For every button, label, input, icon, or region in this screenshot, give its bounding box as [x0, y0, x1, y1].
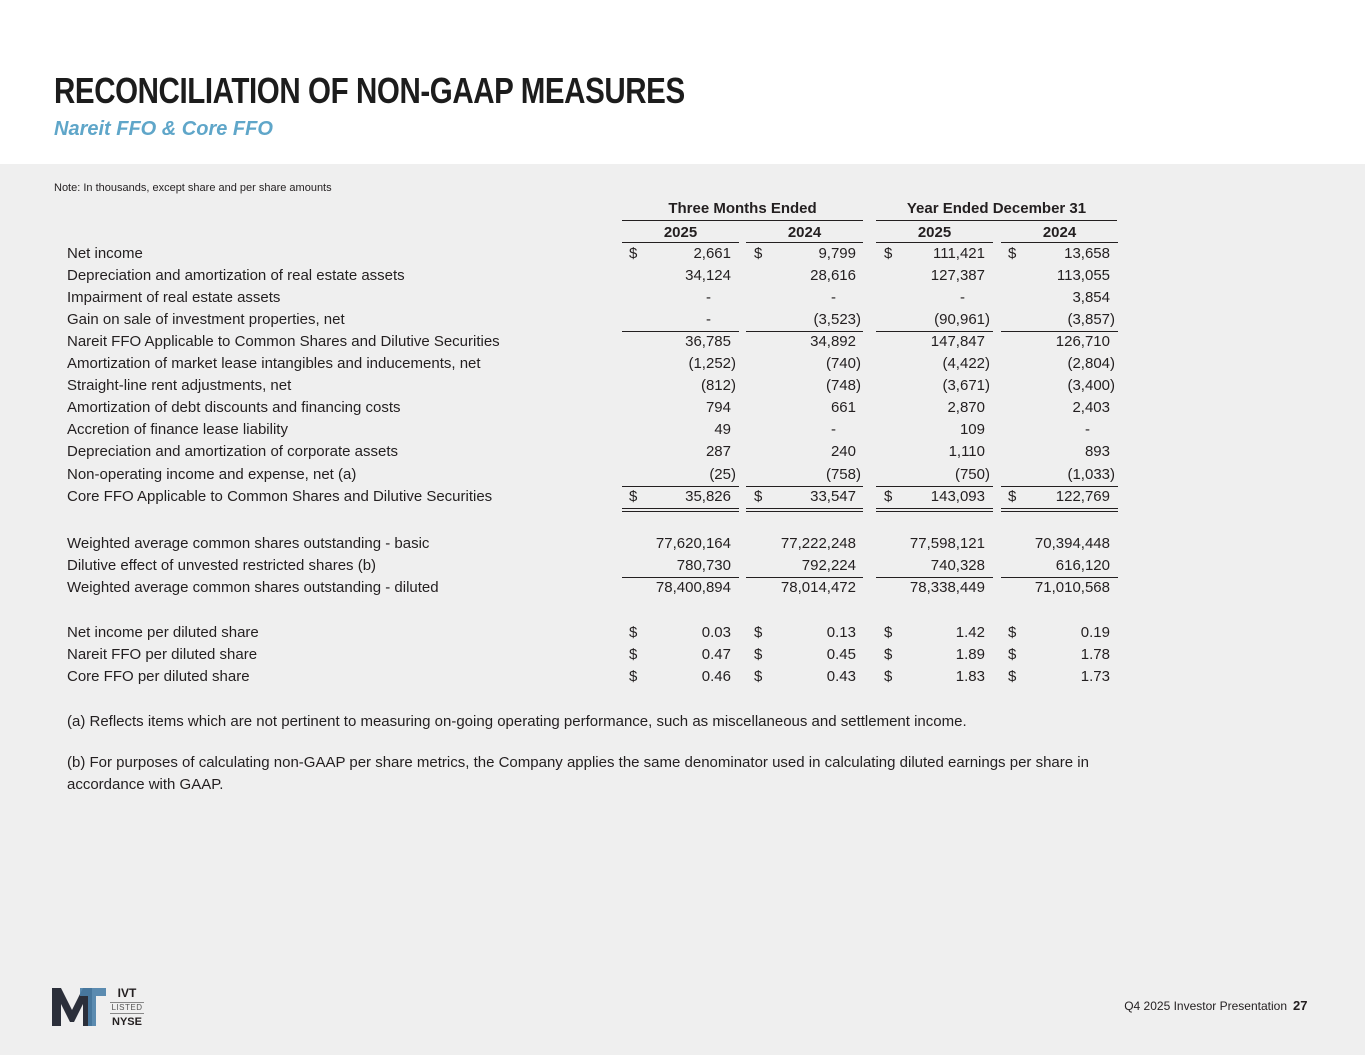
currency-symbol: $	[1008, 245, 1017, 262]
cell-value: (4,422)	[942, 355, 990, 372]
subtotal-rule	[1001, 331, 1118, 332]
cell-value: (740)	[825, 355, 861, 372]
header-three-months: Three Months Ended	[668, 200, 817, 217]
cell-value: 616,120	[1055, 557, 1110, 574]
subtotal-rule	[746, 577, 863, 578]
row-label: Core FFO per diluted share	[67, 668, 250, 685]
row-label: Nareit FFO per diluted share	[67, 646, 258, 663]
cell-value: 34,124	[685, 267, 731, 284]
cell-value: (2,804)	[1067, 355, 1115, 372]
cell-value: -	[1085, 421, 1090, 438]
cell-value: (3,523)	[813, 311, 861, 328]
cell-value: 893	[1084, 443, 1110, 460]
cell-value: 109	[959, 421, 985, 438]
page-subtitle: Nareit FFO & Core FFO	[54, 118, 273, 140]
subtotal-rule	[746, 486, 863, 487]
header-year-col-4: 2024	[1042, 224, 1077, 241]
row-label: Net income	[67, 245, 143, 262]
cell-value: 33,547	[810, 488, 856, 505]
cell-value: 2,870	[947, 399, 985, 416]
cell-value: 240	[830, 443, 856, 460]
subtotal-rule	[746, 331, 863, 332]
header-rule	[622, 242, 739, 243]
cell-value: 1,110	[948, 443, 985, 460]
row-label: Non-operating income and expense, net (a)	[67, 466, 357, 483]
currency-symbol: $	[884, 668, 893, 685]
cell-value: 147,847	[930, 333, 985, 350]
cell-value: 1.42	[955, 624, 985, 641]
currency-symbol: $	[884, 245, 893, 262]
header-rule	[746, 242, 863, 243]
cell-value: 127,387	[930, 267, 985, 284]
cell-value: 78,014,472	[780, 579, 856, 596]
subtotal-rule	[1001, 486, 1118, 487]
cell-value: 70,394,448	[1034, 535, 1110, 552]
header-year-col-2: 2024	[787, 224, 822, 241]
currency-symbol: $	[629, 646, 638, 663]
cell-value: 661	[830, 399, 856, 416]
listed-label: LISTED	[111, 1003, 143, 1012]
footnote-b: (b) For purposes of calculating non-GAAP per share metrics, the Company applies the same denominator used in calculating diluted earnings per share in accordance with GAAP.	[67, 754, 1089, 793]
page-number: 27	[1293, 998, 1308, 1013]
currency-symbol: $	[629, 668, 638, 685]
currency-symbol: $	[629, 245, 638, 262]
cell-value: (25)	[709, 466, 736, 483]
cell-value: 28,616	[810, 267, 856, 284]
cell-value: 1.83	[955, 668, 985, 685]
subtotal-rule	[1001, 577, 1118, 578]
subtotal-rule	[876, 577, 993, 578]
cell-value: 780,730	[676, 557, 731, 574]
cell-value: 77,620,164	[655, 535, 731, 552]
cell-value: 126,710	[1055, 333, 1110, 350]
header-rule	[1001, 242, 1118, 243]
cell-value: 0.45	[826, 646, 856, 663]
cell-value: (90,961)	[934, 311, 990, 328]
cell-value: 1.89	[955, 646, 985, 663]
cell-value: 34,892	[810, 333, 856, 350]
currency-symbol: $	[884, 624, 893, 641]
total-double-rule	[876, 508, 993, 512]
currency-symbol: $	[629, 488, 638, 505]
page-title: RECONCILIATION OF NON-GAAP MEASURES	[54, 70, 685, 111]
presentation-label: Q4 2025 Investor Presentation	[1124, 999, 1287, 1013]
cell-value: (3,857)	[1067, 311, 1115, 328]
row-label: Impairment of real estate assets	[67, 289, 281, 306]
cell-value: (750)	[954, 466, 990, 483]
currency-symbol: $	[884, 646, 893, 663]
cell-value: 740,328	[930, 557, 985, 574]
cell-value: 122,769	[1055, 488, 1110, 505]
cell-value: 111,421	[933, 245, 985, 262]
row-label: Depreciation and amortization of real estate assets	[67, 267, 405, 284]
cell-value: 77,598,121	[909, 535, 985, 552]
subtotal-rule	[622, 577, 739, 578]
header-rule	[622, 220, 863, 221]
ticker: IVT	[117, 986, 137, 1000]
row-label: Dilutive effect of unvested restricted shares (b)	[67, 557, 377, 574]
cell-value: 1.78	[1080, 646, 1110, 663]
header-rule	[876, 220, 1117, 221]
company-logo-icon	[52, 988, 106, 1028]
cell-value: 78,400,894	[655, 579, 731, 596]
row-label: Nareit FFO Applicable to Common Shares and Dilutive Securities	[67, 333, 500, 350]
header-rule	[876, 242, 993, 243]
cell-value: 0.13	[826, 624, 856, 641]
cell-value: 71,010,568	[1034, 579, 1110, 596]
cell-value: (758)	[825, 466, 861, 483]
row-label: Gain on sale of investment properties, net	[67, 311, 345, 328]
subtotal-rule	[622, 486, 739, 487]
cell-value: 36,785	[685, 333, 731, 350]
row-label: Weighted average common shares outstanding - diluted	[67, 579, 439, 596]
cell-value: 113,055	[1056, 267, 1110, 284]
cell-value: 0.19	[1080, 624, 1110, 641]
currency-symbol: $	[1008, 488, 1017, 505]
currency-symbol: $	[1008, 646, 1017, 663]
cell-value: 9,799	[818, 245, 856, 262]
cell-value: (3,671)	[942, 377, 990, 394]
footnote-a: (a) Reflects items which are not pertinent to measuring on-going operating performance, such as miscellaneous and settlement income.	[67, 713, 967, 730]
cell-value: 77,222,248	[780, 535, 856, 552]
cell-value: (812)	[700, 377, 736, 394]
row-label: Net income per diluted share	[67, 624, 259, 641]
total-double-rule	[1001, 508, 1118, 512]
row-label: Depreciation and amortization of corporate assets	[67, 443, 399, 460]
cell-value: 0.43	[826, 668, 856, 685]
cell-value: 49	[714, 421, 731, 438]
units-note: Note: In thousands, except share and per share amounts	[54, 182, 332, 194]
total-double-rule	[622, 508, 739, 512]
cell-value: (748)	[825, 377, 861, 394]
cell-value: (1,252)	[688, 355, 736, 372]
currency-symbol: $	[754, 624, 763, 641]
cell-value: 794	[705, 399, 731, 416]
cell-value: -	[960, 289, 965, 306]
cell-value: 78,338,449	[909, 579, 985, 596]
cell-value: 2,403	[1072, 399, 1110, 416]
total-double-rule	[746, 508, 863, 512]
cell-value: 1.73	[1080, 668, 1110, 685]
header-year-col-1: 2025	[663, 224, 698, 241]
subtotal-rule	[876, 331, 993, 332]
currency-symbol: $	[754, 646, 763, 663]
row-label: Straight-line rent adjustments, net	[67, 377, 292, 394]
cell-value: -	[706, 311, 711, 328]
cell-value: 287	[705, 443, 731, 460]
row-label: Amortization of debt discounts and financing costs	[67, 399, 401, 416]
row-label: Weighted average common shares outstanding - basic	[67, 535, 430, 552]
cell-value: (3,400)	[1067, 377, 1115, 394]
exchange: NYSE	[112, 1016, 142, 1028]
cell-value: 0.47	[701, 646, 731, 663]
row-label: Amortization of market lease intangibles and inducements, net	[67, 355, 481, 372]
cell-value: 2,661	[693, 245, 731, 262]
cell-value: -	[831, 421, 836, 438]
row-label: Core FFO Applicable to Common Shares and Dilutive Securities	[67, 488, 493, 505]
cell-value: 143,093	[930, 488, 985, 505]
subtotal-rule	[622, 331, 739, 332]
cell-value: 792,224	[801, 557, 856, 574]
cell-value: (1,033)	[1067, 466, 1115, 483]
row-label: Accretion of finance lease liability	[67, 421, 288, 438]
header-year-ended: Year Ended December 31	[906, 200, 1087, 217]
currency-symbol: $	[1008, 668, 1017, 685]
currency-symbol: $	[754, 245, 763, 262]
currency-symbol: $	[1008, 624, 1017, 641]
cell-value: -	[831, 289, 836, 306]
cell-value: -	[706, 289, 711, 306]
currency-symbol: $	[754, 668, 763, 685]
cell-value: 13,658	[1064, 245, 1110, 262]
currency-symbol: $	[754, 488, 763, 505]
header-year-col-3: 2025	[917, 224, 952, 241]
currency-symbol: $	[884, 488, 893, 505]
cell-value: 35,826	[685, 488, 731, 505]
cell-value: 3,854	[1072, 289, 1110, 306]
cell-value: 0.03	[701, 624, 731, 641]
currency-symbol: $	[629, 624, 638, 641]
listing-badge	[110, 986, 144, 1029]
subtotal-rule	[876, 486, 993, 487]
cell-value: 0.46	[701, 668, 731, 685]
